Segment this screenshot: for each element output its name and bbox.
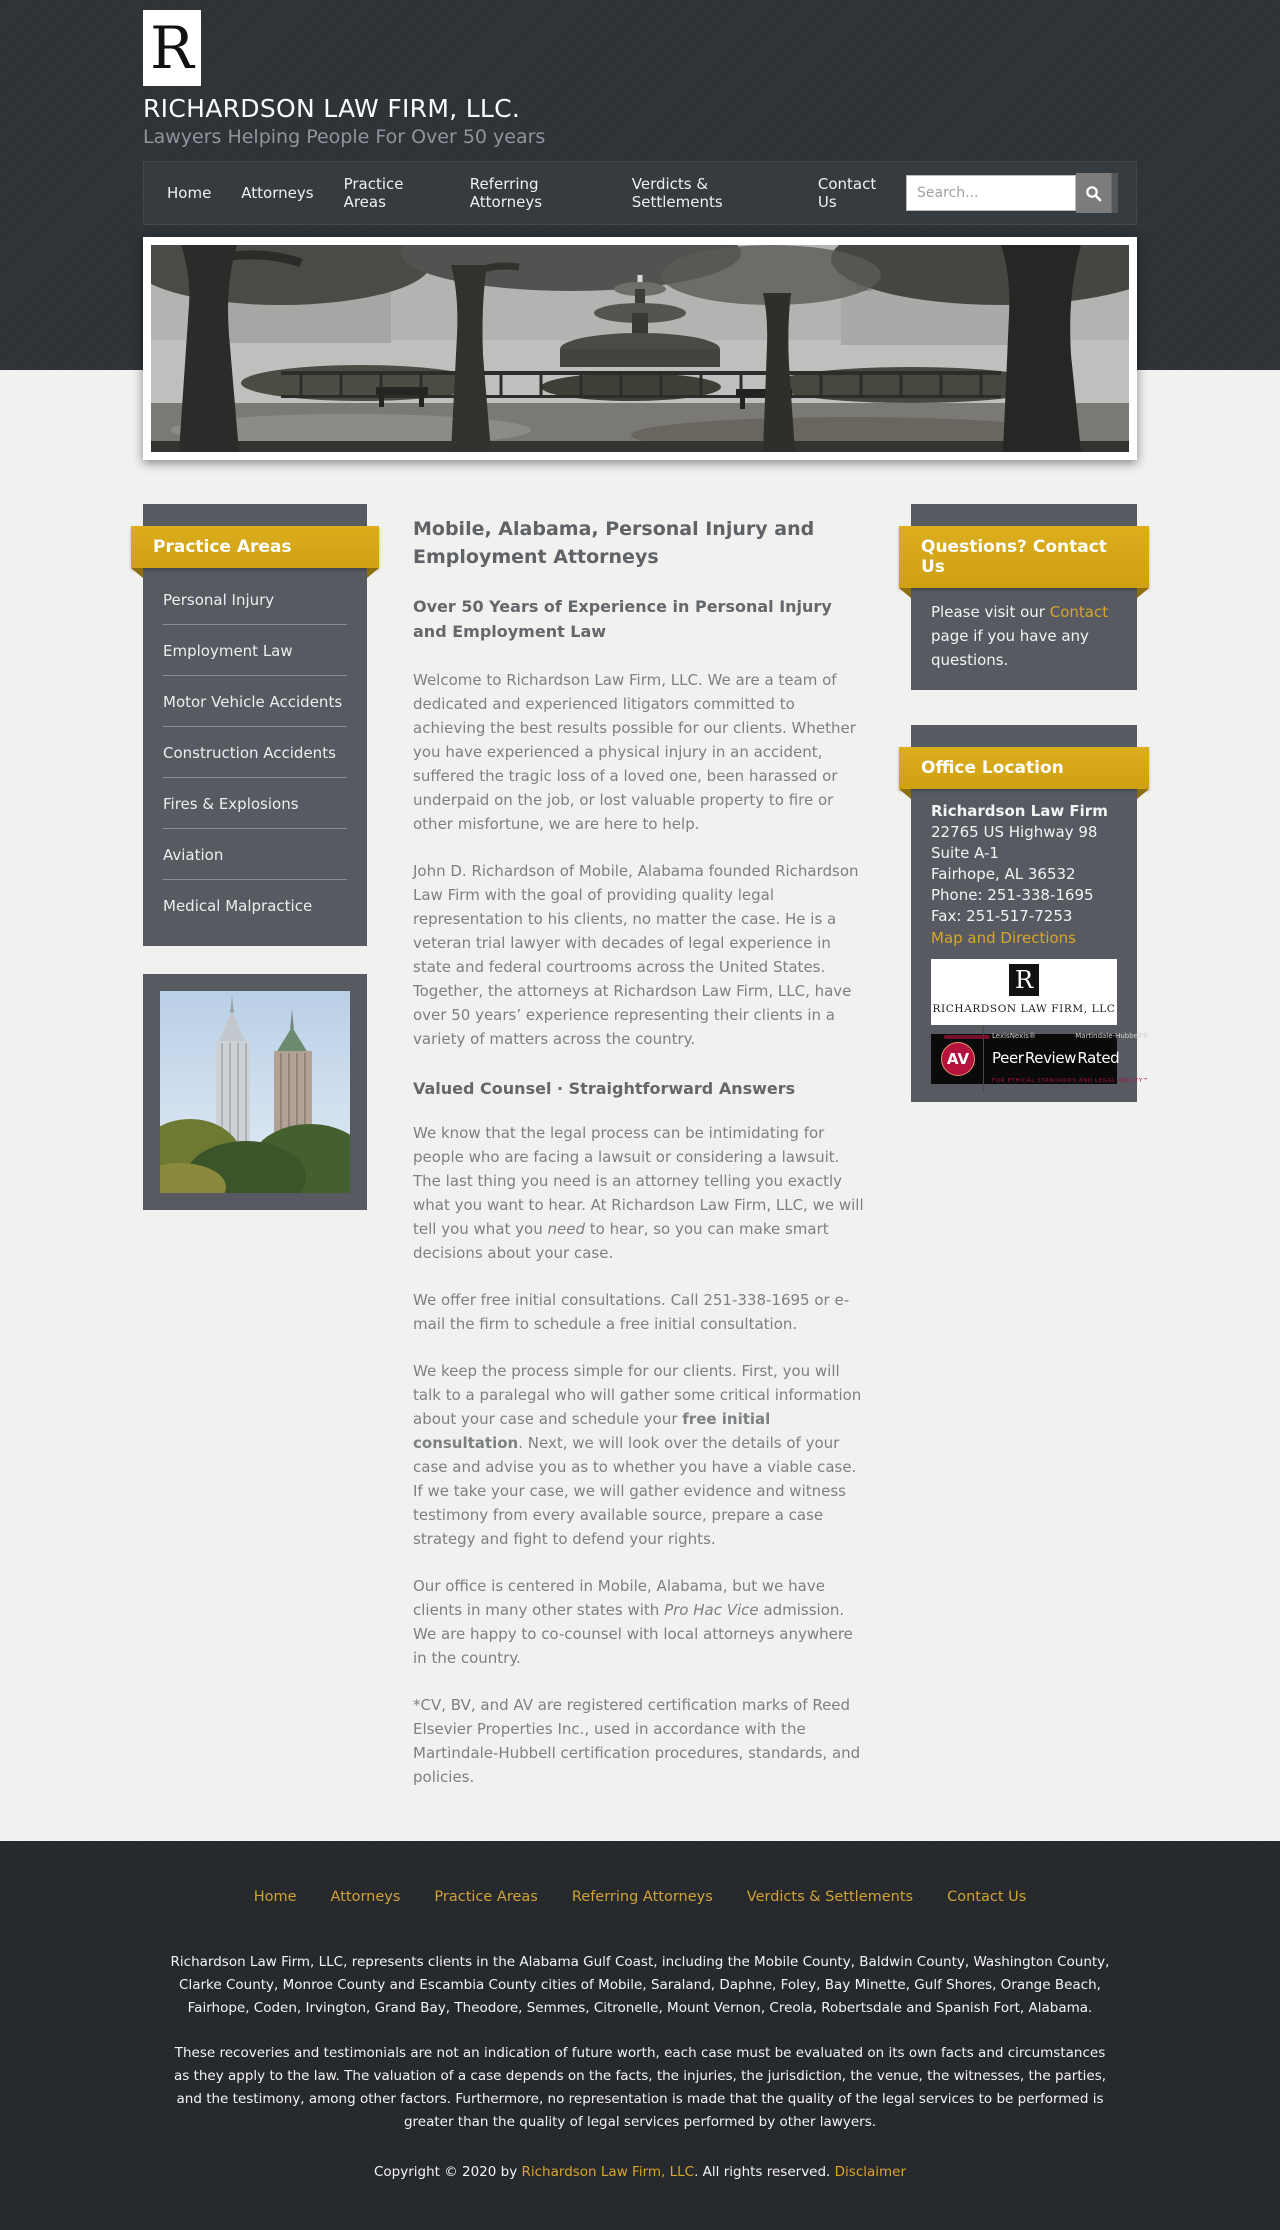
nav-item-home[interactable] xyxy=(152,174,226,212)
footer xyxy=(0,1841,1280,2230)
founder-paragraph: John D. Richardson of Mobile, Alabama founded Richardson Law Firm with the goal of providing quality legal representation to his clients, no matter the case. He is a veteran trial lawyer with decades of legal experience in state and federal courtrooms across the United States. Together, the attorneys at Richardson Law Firm, LLC, have over 50 years’ experience representing their clients in a variety of matters across the country. xyxy=(413,861,859,1048)
martindale-label: Martindale-Hubbell® xyxy=(1075,1032,1149,1040)
text-segment: Our office is centered in Mobile, Alabama, but we have clients in many other states with xyxy=(413,1576,825,1619)
nav-item-practice-areas[interactable] xyxy=(329,165,455,221)
text-segment: to hear, so you can make smart decisions about your case. xyxy=(413,1219,829,1262)
nav-link-contact[interactable]: Contact Us xyxy=(817,175,877,211)
logo-letter: R xyxy=(150,14,194,82)
main-navigation xyxy=(143,161,1137,225)
certification-disclaimer-paragraph: *CV, BV, and AV are registered certification marks of Reed Elsevier Properties Inc., used in accordance with the Martindale-Hubbell certification procedures, standards, and policies. xyxy=(413,1695,861,1786)
sidebar-link-construction-accidents[interactable]: Construction Accidents xyxy=(163,744,336,762)
av-letters: AV xyxy=(946,1049,970,1068)
peer-review-rated-label: Peer Review Rated xyxy=(992,1049,1120,1067)
contact-panel-text xyxy=(911,588,1137,672)
text-segment: . All rights reserved. xyxy=(694,2163,835,2180)
search-form xyxy=(906,173,1118,213)
sidebar-link-personal-injury[interactable]: Personal Injury xyxy=(163,591,275,609)
sidebar-link-medical-malpractice[interactable]: Medical Malpractice xyxy=(163,897,313,915)
sidebar-item-personal-injury[interactable] xyxy=(163,574,347,625)
text-segment: We keep the process simple for our clients. First, you will talk to a paralegal who will gather some critical information about your case and schedule your xyxy=(413,1361,862,1428)
text-segment: Please visit our xyxy=(931,603,1050,621)
experience-subheading: Over 50 Years of Experience in Personal Injury and Employment Law xyxy=(413,597,832,641)
site-tagline: Lawyers Helping People For Over 50 years xyxy=(143,126,546,148)
footer-link-attorneys[interactable]: Attorneys xyxy=(330,1888,401,1905)
sidebar-link-motor-vehicle-accidents[interactable]: Motor Vehicle Accidents xyxy=(163,693,343,711)
footer-nav-home[interactable] xyxy=(244,1883,307,1911)
contact-page-link[interactable]: Contact xyxy=(1049,603,1109,621)
nav-link-verdicts[interactable]: Verdicts & Settlements xyxy=(631,175,723,211)
text-segment: page if you have any questions. xyxy=(931,627,1089,669)
sidebar-link-employment-law[interactable]: Employment Law xyxy=(163,642,293,660)
copyright-firm-link[interactable]: Richardson Law Firm, LLC xyxy=(521,2163,695,2180)
footer-service-area-paragraph: Richardson Law Firm, LLC, represents clients in the Alabama Gulf Coast, including the Mobile County, Baldwin County, Washington County, Clarke County, Monroe County and Escambia County cities of Mobile, Saraland, Daphne, Foley, Bay Minette, Gulf Shores, Orange Beach, Fairhope, Coden, Irvington, Grand Bay, Theodore, Semmes, Citronelle, Mount Vernon, Creola, Robertsdale and Spanish Fort, Alabama. xyxy=(170,1953,1110,2016)
sidebar-item-motor-vehicle-accidents[interactable] xyxy=(163,676,347,727)
office-centered-paragraph xyxy=(413,1574,865,1670)
footer-link-referring-attorneys[interactable]: Referring Attorneys xyxy=(571,1888,713,1905)
footer-nav-contact[interactable] xyxy=(937,1883,1036,1911)
text-segment-italic: Pro Hac Vice xyxy=(664,1600,759,1619)
valued-counsel-heading: Valued Counsel · Straightforward Answers xyxy=(413,1078,796,1098)
office-location-panel xyxy=(911,725,1149,1102)
office-address-line2: Suite A-1 xyxy=(931,844,999,862)
office-location-heading: Office Location xyxy=(899,747,1149,789)
map-directions-link[interactable]: Map and Directions xyxy=(931,929,1076,947)
contact-panel-heading: Questions? Contact Us xyxy=(899,526,1149,588)
footer-link-contact[interactable]: Contact Us xyxy=(947,1888,1027,1905)
main-content xyxy=(413,516,865,1789)
office-address-line3: Fairhope, AL 36532 xyxy=(931,865,1076,883)
nav-link-home[interactable]: Home xyxy=(167,184,212,202)
footer-nav-referring-attorneys[interactable] xyxy=(562,1883,723,1911)
text-segment: Copyright © 2020 by xyxy=(373,2163,522,2180)
disclaimer-link[interactable]: Disclaimer xyxy=(834,2163,907,2180)
legal-process-paragraph xyxy=(413,1121,865,1265)
nav-link-practice-areas[interactable]: Practice Areas xyxy=(343,175,404,211)
footer-nav-verdicts[interactable] xyxy=(737,1883,923,1911)
footer-link-home[interactable]: Home xyxy=(253,1888,297,1905)
sidebar-link-aviation[interactable]: Aviation xyxy=(163,846,224,864)
text-segment-bold: free initial consultation xyxy=(413,1409,771,1452)
peer-review-caption: FOR ETHICAL STANDARDS AND LEGAL ABILITY™ xyxy=(992,1078,1149,1084)
office-firm-name: Richardson Law Firm xyxy=(931,802,1108,820)
practice-areas-panel xyxy=(143,504,367,946)
footer-disclaimer-paragraph: These recoveries and testimonials are not an indication of future worth, each case must be evaluated on its own facts and circumstances as they apply to the law. The valuation of a case depends on the facts, the injuries, the jurisdiction, the venue, the witnesses, the parties, and the testimony, among other factors. Furthermore, no representation is made that the quality of the legal services to be performed is greater than the quality of legal services performed by other lawyers. xyxy=(173,2044,1107,2130)
badge-firm-name: RICHARDSON LAW FIRM, LLC xyxy=(932,1003,1116,1015)
mobile-skyline-photo xyxy=(160,991,350,1193)
av-rating-icon xyxy=(941,1042,975,1076)
intro-paragraph: Welcome to Richardson Law Firm, LLC. We are a team of dedicated and experienced litigators committed to achieving the best results possible for our clients. Whether you have experienced a physical injury in an accident, suffered the tragic loss of a loved one, been harassed or underpaid on the job, or lost valuable property to fire or other misfortune, we are here to help. xyxy=(413,670,856,833)
text-segment: admission. We are happy to co-counsel with local attorneys anywhere in the country. xyxy=(413,1600,853,1667)
office-phone: Phone: 251-338-1695 xyxy=(931,886,1094,904)
badge-logo-letter: R xyxy=(1009,964,1039,996)
hero-photo-frame xyxy=(143,237,1137,460)
nav-link-referring-attorneys[interactable]: Referring Attorneys xyxy=(469,175,543,211)
office-fax: Fax: 251-517-7253 xyxy=(931,907,1073,925)
left-sidebar xyxy=(143,504,367,1210)
nav-item-verdicts[interactable] xyxy=(617,165,803,221)
skyline-photo-panel xyxy=(143,974,367,1210)
search-icon xyxy=(1085,185,1102,202)
firm-logo xyxy=(143,10,201,86)
nav-item-contact[interactable] xyxy=(803,165,906,221)
right-sidebar xyxy=(911,504,1149,1102)
search-input[interactable] xyxy=(906,175,1076,211)
firm-logo-badge xyxy=(931,959,1117,1025)
footer-copyright xyxy=(165,2161,1115,2184)
brand xyxy=(143,0,1137,148)
footer-link-verdicts[interactable]: Verdicts & Settlements xyxy=(746,1888,914,1905)
lexisnexis-label: LexisNexis® xyxy=(992,1032,1036,1040)
site-title: RICHARDSON LAW FIRM, LLC. xyxy=(143,94,521,123)
consultations-paragraph: We offer free initial consultations. Call 251-338-1695 or e-mail the firm to schedule a free initial consultation. xyxy=(413,1290,850,1333)
contact-panel xyxy=(911,504,1137,690)
footer-link-practice-areas[interactable]: Practice Areas xyxy=(434,1888,538,1905)
text-segment: We know that the legal process can be intimidating for people who are facing a lawsuit or considering a lawsuit. The last thing you need is an attorney telling you exactly what you want to hear. At Richardson Law Firm, LLC, we will tell you what you xyxy=(413,1123,864,1238)
nav-item-referring-attorneys[interactable] xyxy=(455,165,617,221)
process-paragraph xyxy=(413,1359,865,1551)
footer-nav-practice-areas[interactable] xyxy=(424,1883,547,1911)
sidebar-link-fires-explosions[interactable]: Fires & Explosions xyxy=(163,795,299,813)
sidebar-item-fires-explosions[interactable] xyxy=(163,778,347,829)
page-title: Mobile, Alabama, Personal Injury and Employment Attorneys xyxy=(413,518,815,568)
office-address-line1: 22765 US Highway 98 xyxy=(931,823,1098,841)
footer-navigation xyxy=(0,1883,1280,1911)
sidebar-item-construction-accidents[interactable] xyxy=(163,727,347,778)
footer-nav-attorneys[interactable] xyxy=(321,1883,411,1911)
sidebar-item-aviation[interactable] xyxy=(163,829,347,880)
sidebar-item-medical-malpractice[interactable] xyxy=(163,880,347,930)
hero-photo-park-fountain xyxy=(151,245,1129,452)
search-button[interactable] xyxy=(1076,173,1118,213)
av-peer-review-badge xyxy=(931,1032,1149,1084)
nav-item-attorneys[interactable] xyxy=(226,174,328,212)
av-attorney-name-microtext xyxy=(944,1035,990,1039)
sidebar-item-employment-law[interactable] xyxy=(163,625,347,676)
text-segment: . Next, we will look over the details of your case and advise you as to whether you have a viable case. If we take your case, we will gather evidence and witness testimony from every available source, prepare a case strategy and fight to defend your rights. xyxy=(413,1433,857,1548)
text-segment-italic: need xyxy=(547,1219,585,1238)
practice-areas-heading: Practice Areas xyxy=(131,526,379,568)
nav-link-attorneys[interactable]: Attorneys xyxy=(241,184,314,202)
